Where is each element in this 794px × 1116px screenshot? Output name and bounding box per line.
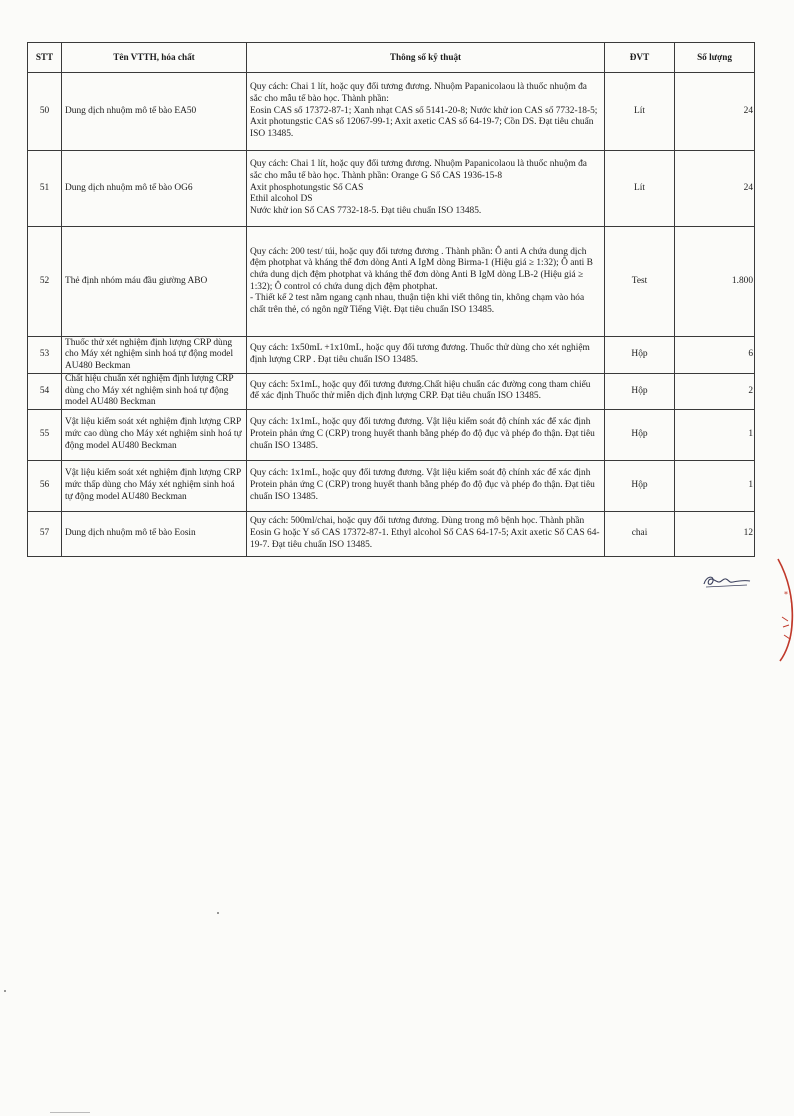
spec-line: Eosin CAS số 17372-87-1; Xanh nhạt CAS số 5141-20-8; Nước khử ion CAS số 7732-18-5; (250, 105, 598, 116)
spec-line: Axit photungstic CAS số 12067-99-1; Axit axetic CAS số 64-19-7; Cồn DS. Đạt tiêu chuẩn ISO 13485. (250, 117, 596, 139)
row-unit: chai (605, 511, 675, 556)
row-qty: 1.800 (675, 227, 755, 337)
row-name: Dung dịch nhuộm mô tế bào Eosin (62, 511, 247, 556)
row-stt: 50 (28, 73, 62, 151)
spec-line: Quy cách: 200 test/ túi, hoặc quy đổi tương đương . Thành phần: Ô anti A chứa dung dịch đệm photphat và kháng thể đơn dòng Anti A IgM dòng Birma-1 (Hiệu giá ≥ 1:32); Ô anti B chứa dung dịch đệm photphat và kháng thể đơn dòng Anti B IgM dòng LB-2 (Hiệu giá ≥ 1:32); Ô control có chứa dung dịch đệm photphat. (250, 246, 596, 292)
spec-line: Ethil alcohol DS (250, 194, 313, 205)
row-name: Dung dịch nhuộm mô tế bào OG6 (62, 151, 247, 227)
table-row (28, 409, 755, 460)
row-qty: 24 (675, 151, 755, 227)
row-spec (247, 374, 605, 410)
row-unit: Lít (605, 73, 675, 151)
row-name: Thuốc thử xét nghiệm định lượng CRP dùng cho Máy xét nghiệm sinh hoá tự động model AU480 Beckman (62, 337, 247, 374)
row-unit: Lít (605, 151, 675, 227)
row-stt: 51 (28, 151, 62, 227)
row-unit: Hộp (605, 460, 675, 511)
row-unit: Hộp (605, 337, 675, 374)
row-qty: 2 (675, 374, 755, 410)
table-row (28, 151, 755, 227)
spec-line: Quy cách: Chai 1 lít, hoặc quy đổi tương đương. Nhuộm Papanicolaou là thuốc nhuộm đa sắc cho mẫu tế bào học. Thành phần: Orange G Số CAS 1936-15-8 (250, 159, 590, 182)
svg-text:*: * (784, 590, 788, 599)
header-stt: STT (28, 43, 62, 73)
header-unit: ĐVT (605, 43, 675, 73)
signature-mark (700, 570, 752, 590)
spec-line: - Thiết kế 2 test nằm ngang cạnh nhau, thuận tiện khi viết thông tin, không chạm vào hóa chất trên thẻ, có ngôn ngữ Tiếng Việt. Đạt tiêu chuẩn ISO 13485. (250, 293, 587, 315)
row-unit: Hộp (605, 409, 675, 460)
header-spec: Thông số kỹ thuật (247, 43, 605, 73)
table-row (28, 511, 755, 556)
table-header-row (28, 43, 755, 73)
header-name: Tên VTTH, hóa chất (62, 43, 247, 73)
row-spec (247, 337, 605, 374)
row-qty: 24 (675, 73, 755, 151)
row-stt: 56 (28, 460, 62, 511)
spec-line: Nước khử ion Số CAS 7732-18-5. Đạt tiêu chuẩn ISO 13485. (250, 205, 482, 216)
row-spec (247, 227, 605, 337)
row-qty: 1 (675, 409, 755, 460)
row-name: Chất hiệu chuẩn xét nghiệm định lượng CRP dùng cho Máy xét nghiệm sinh hoá tự động model AU480 Beckman (62, 374, 247, 410)
row-stt: 57 (28, 511, 62, 556)
row-name: Vật liệu kiểm soát xét nghiệm định lượng CRP mức cao dùng cho Máy xét nghiệm sinh hoá tự động model AU480 Beckman (62, 409, 247, 460)
row-stt: 53 (28, 337, 62, 374)
spec-line: Quy cách: 1x1mL, hoặc quy đổi tương đương. Vật liệu kiểm soát độ chính xác để xác định Protein phản ứng C (CRP) trong huyết thanh bằng phép đo độ đục và phép đo thận. Đạt tiêu chuẩn ISO 13485. (250, 468, 598, 502)
row-stt: 55 (28, 409, 62, 460)
row-unit: Test (605, 227, 675, 337)
spec-line: Quy cách: 5x1mL, hoặc quy đổi tương đương.Chất hiệu chuẩn các đường cong tham chiếu để xác định Thuốc thử miễn dịch định lượng CRP. Đạt tiêu chuẩn ISO 13485. (250, 379, 593, 402)
row-unit: Hộp (605, 374, 675, 410)
spec-line: Quy cách: 1x1mL, hoặc quy đổi tương đương. Vật liệu kiểm soát độ chính xác để xác định Protein phản ứng C (CRP) trong huyết thanh bằng phép đo độ đục và phép đo thận. Đạt tiêu chuẩn ISO 13485. (250, 417, 598, 451)
spec-line: Axit phosphotungstic Số CAS (250, 182, 364, 193)
row-qty: 1 (675, 460, 755, 511)
header-qty: Số lượng (675, 43, 755, 73)
spec-line: Quy cách: Chai 1 lít, hoặc quy đổi tương đương. Nhuộm Papanicolaou là thuốc nhuộm đa sắc cho mẫu tế bào học. Thành phần: (250, 82, 590, 105)
stamp-seal (774, 555, 794, 665)
materials-table (27, 42, 755, 557)
table-row (28, 73, 755, 151)
row-stt: 52 (28, 227, 62, 337)
spec-line: Quy cách: 500ml/chai, hoặc quy đổi tương đương. Dùng trong mô bệnh học. Thành phần Eosin G hoặc Y số CAS 17372-87-1. Ethyl alcohol Số CAS 64-17-5; Axit axetic Số CAS 64-19-7. Đạt tiêu chuẩn ISO 13485. (250, 516, 600, 550)
row-qty: 6 (675, 337, 755, 374)
row-spec (247, 151, 605, 227)
row-name: Thẻ định nhóm máu đầu giường ABO (62, 227, 247, 337)
row-spec (247, 511, 605, 556)
table-row (28, 227, 755, 337)
table-row (28, 460, 755, 511)
row-spec (247, 460, 605, 511)
row-name: Dung dịch nhuộm mô tế bào EA50 (62, 73, 247, 151)
row-qty: 12 (675, 511, 755, 556)
row-spec (247, 73, 605, 151)
row-spec (247, 409, 605, 460)
table-row (28, 337, 755, 374)
row-stt: 54 (28, 374, 62, 410)
row-name: Vật liệu kiểm soát xét nghiệm định lượng CRP mức thấp dùng cho Máy xét nghiệm sinh hoá tự động model AU480 Beckman (62, 460, 247, 511)
table-row (28, 374, 755, 410)
spec-line: Quy cách: 1x50mL +1x10mL, hoặc quy đổi tương đương. Thuốc thử dùng cho xét nghiệm định lượng CRP . Đạt tiêu chuẩn ISO 13485. (250, 343, 593, 365)
